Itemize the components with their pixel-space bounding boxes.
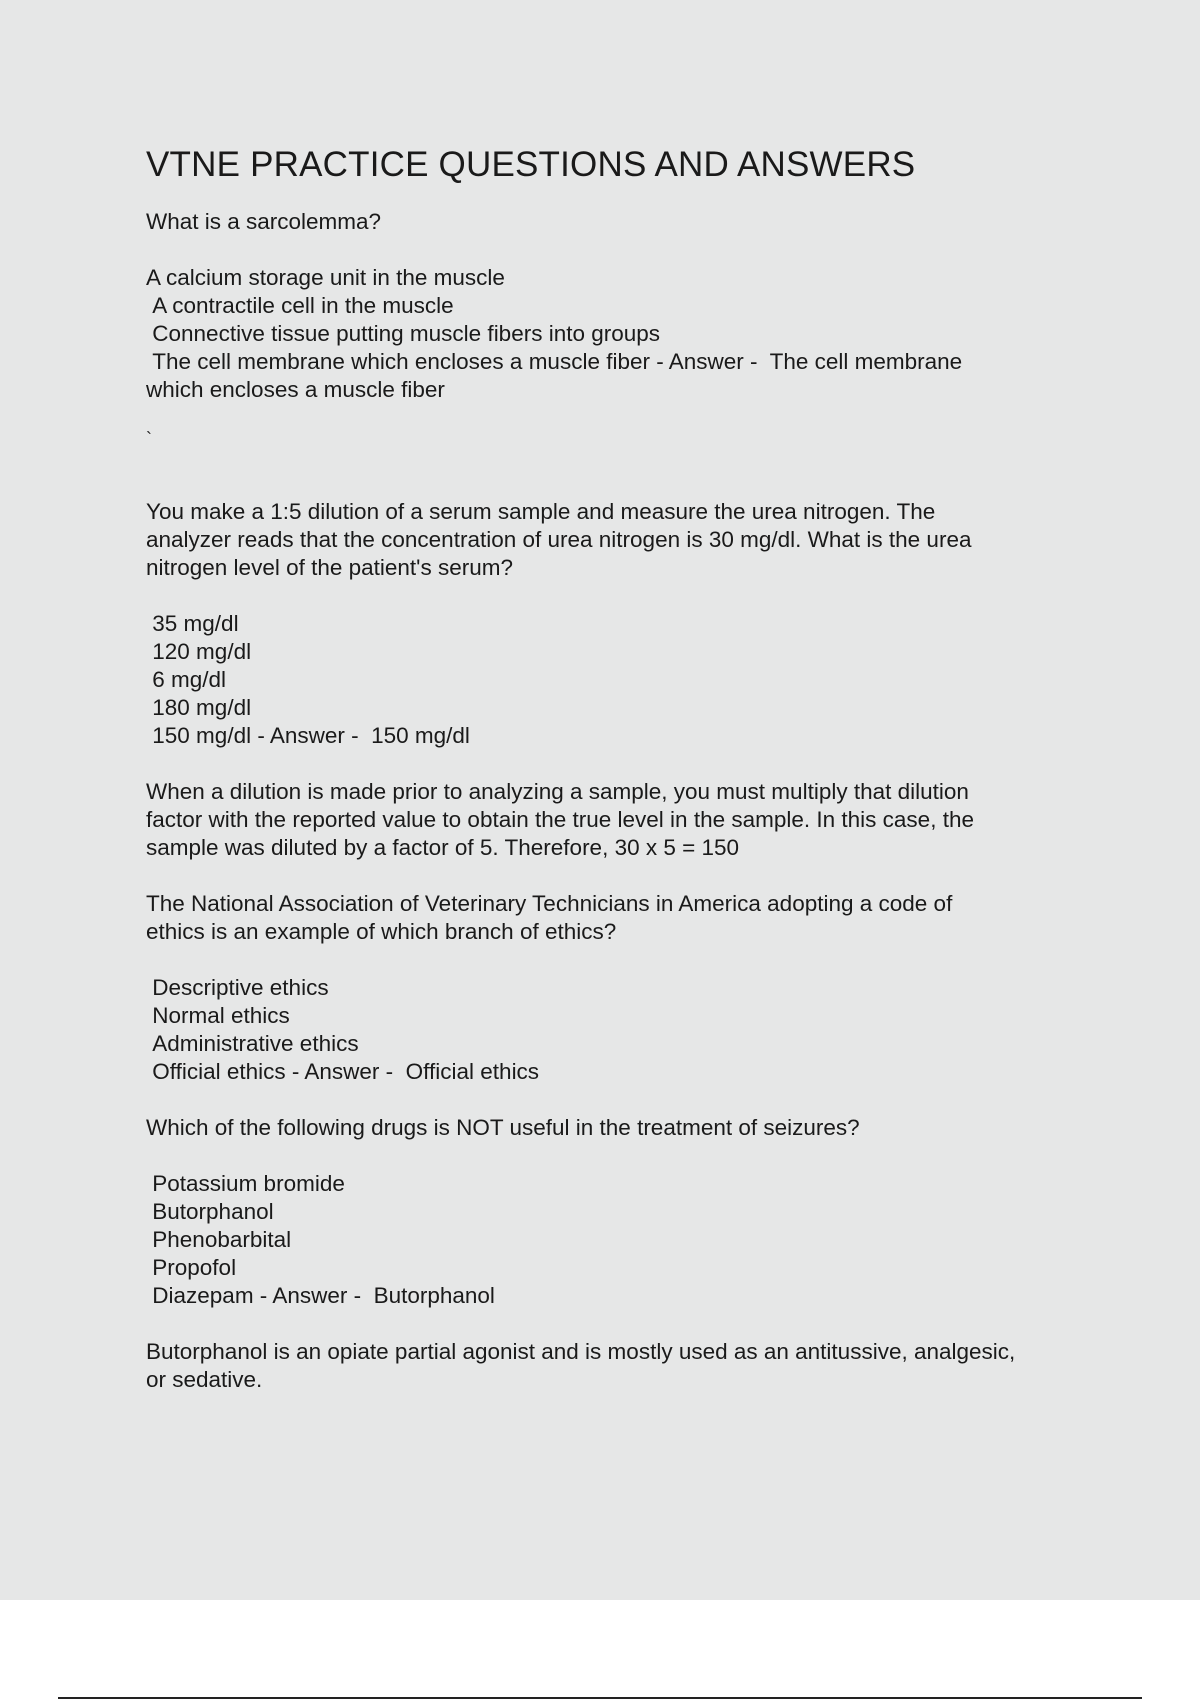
explanation-text: Butorphanol is an opiate partial agonist and is mostly used as an antitussive, analgesic, bbox=[146, 1339, 1016, 1364]
question-text: The National Association of Veterinary Technicians in America adopting a code of bbox=[146, 891, 953, 916]
answer-option: 35 mg/dl bbox=[146, 611, 239, 636]
answer-option-continued: which encloses a muscle fiber bbox=[146, 377, 445, 402]
answer-option: Potassium bromide bbox=[146, 1171, 345, 1196]
answer-option: A calcium storage unit in the muscle bbox=[146, 265, 505, 290]
answer-option: 180 mg/dl bbox=[146, 695, 252, 720]
question-block-4 bbox=[146, 1114, 1096, 1394]
question-text: What is a sarcolemma? bbox=[146, 209, 382, 234]
footer-divider bbox=[58, 1697, 1142, 1699]
question-text: analyzer reads that the concentration of urea nitrogen is 30 mg/dl. What is the urea bbox=[146, 527, 972, 552]
page-title: VTNE PRACTICE QUESTIONS AND ANSWERS bbox=[146, 145, 916, 184]
stray-mark: ` bbox=[146, 429, 152, 449]
explanation-text: When a dilution is made prior to analyzing a sample, you must multiply that dilution bbox=[146, 779, 969, 804]
answer-option: Propofol bbox=[146, 1255, 237, 1280]
question-text: Which of the following drugs is NOT useful in the treatment of seizures? bbox=[146, 1115, 860, 1140]
explanation-text: sample was diluted by a factor of 5. Therefore, 30 x 5 = 150 bbox=[146, 835, 740, 860]
explanation-text: or sedative. bbox=[146, 1367, 263, 1392]
answer-option: Phenobarbital bbox=[146, 1227, 292, 1252]
answer-option: The cell membrane which encloses a muscle fiber - Answer - The cell membrane bbox=[146, 349, 963, 374]
answer-option: 150 mg/dl - Answer - 150 mg/dl bbox=[146, 723, 470, 748]
answer-option: Official ethics - Answer - Official ethics bbox=[146, 1059, 540, 1084]
question-block-3 bbox=[146, 890, 1096, 1114]
question-text: nitrogen level of the patient's serum? bbox=[146, 555, 514, 580]
answer-option: Diazepam - Answer - Butorphanol bbox=[146, 1283, 495, 1308]
question-text: ethics is an example of which branch of ethics? bbox=[146, 919, 617, 944]
question-block-1 bbox=[146, 208, 1096, 498]
explanation-text: factor with the reported value to obtain the true level in the sample. In this case, the bbox=[146, 807, 974, 832]
answer-option: A contractile cell in the muscle bbox=[146, 293, 454, 318]
answer-option: Connective tissue putting muscle fibers into groups bbox=[146, 321, 661, 346]
document-content bbox=[146, 142, 1096, 1394]
answer-option: Butorphanol bbox=[146, 1199, 274, 1224]
page-footer-area bbox=[0, 1600, 1200, 1700]
answer-option: Normal ethics bbox=[146, 1003, 290, 1028]
question-text: You make a 1:5 dilution of a serum sample and measure the urea nitrogen. The bbox=[146, 499, 936, 524]
answer-option: Administrative ethics bbox=[146, 1031, 359, 1056]
answer-option: 120 mg/dl bbox=[146, 639, 252, 664]
answer-option: 6 mg/dl bbox=[146, 667, 227, 692]
question-block-2 bbox=[146, 498, 1096, 890]
answer-option: Descriptive ethics bbox=[146, 975, 329, 1000]
